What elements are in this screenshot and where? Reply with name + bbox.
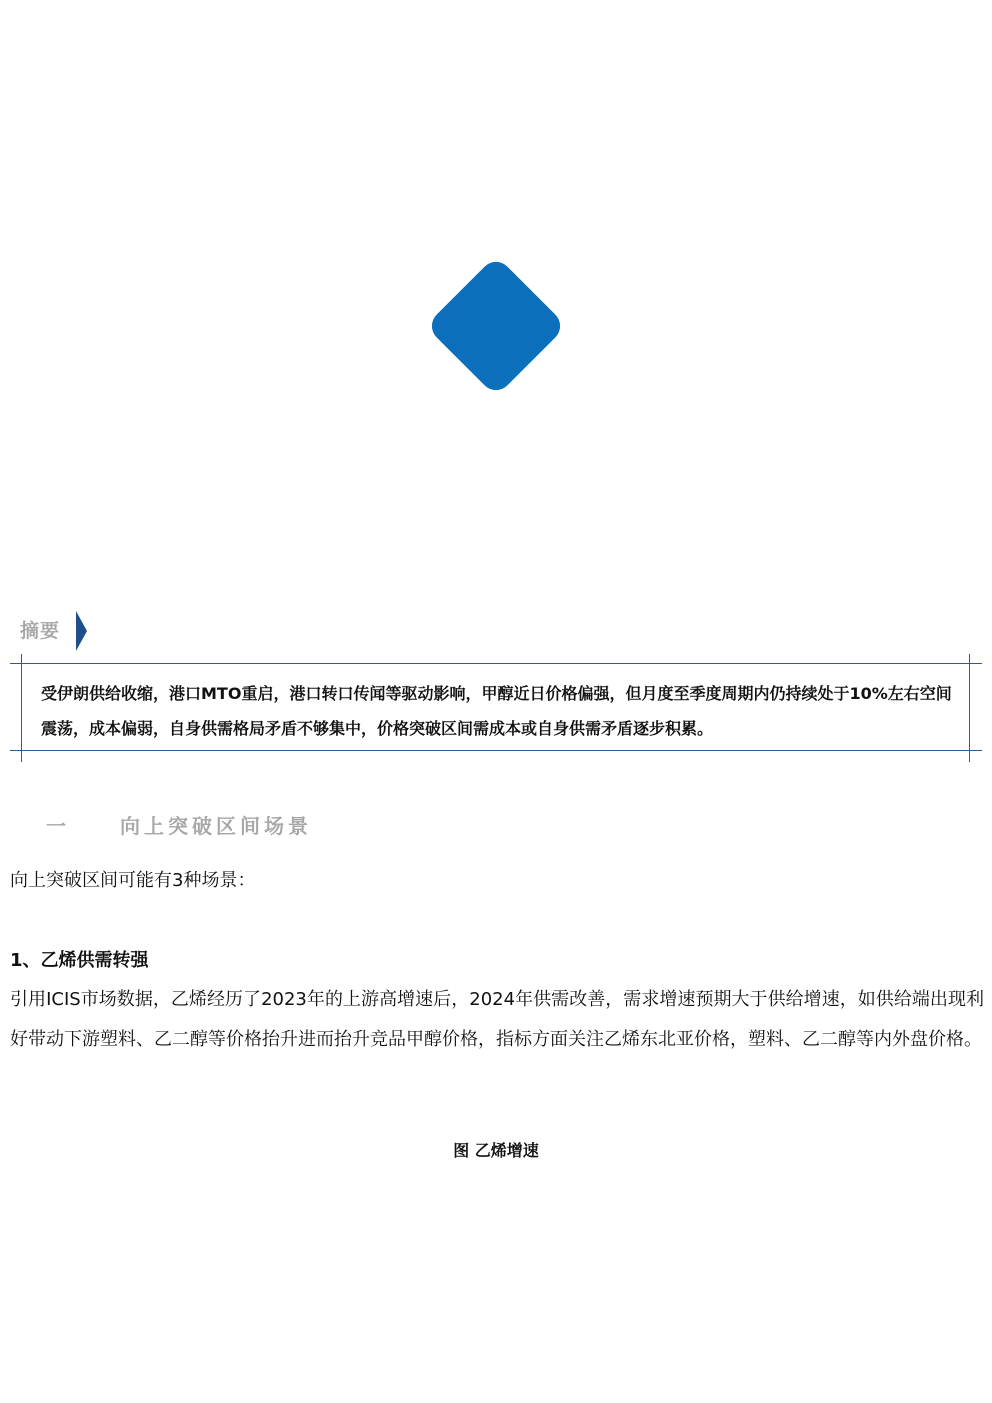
abstract-arrow-icon xyxy=(76,611,87,651)
abstract-text: 受伊朗供给收缩，港口MTO重启，港口转口传闻等驱动影响，甲醇近日价格偏强，但月度至季度周期内仍持续处于10%左右空间震荡，成本偏弱，自身供需格局矛盾不够集中，价格突破区间需成本或自身供需矛盾逐步积累。 xyxy=(41,684,952,738)
section-title: 向上突破区间场景 xyxy=(120,814,312,838)
figure-caption: 图 乙烯增速 xyxy=(453,1141,539,1160)
logo-diamond-icon xyxy=(425,255,566,396)
abstract-right-border xyxy=(969,654,970,762)
section-number: 一 xyxy=(46,814,66,838)
abstract-box xyxy=(0,654,992,762)
subsection-heading: 1、乙烯供需转强 xyxy=(10,950,149,971)
abstract-bottom-border xyxy=(10,750,982,751)
subsection-body: 引用ICIS市场数据，乙烯经历了2023年的上游高增速后，2024年供需改善，需求增速预期大于供给增速，如供给端出现利好带动下游塑料、乙二醇等价格抬升进而抬升竞品甲醇价格，指标方面关注乙烯东北亚价格，塑料、乙二醇等内外盘价格。 xyxy=(10,989,984,1050)
abstract-label: 摘要 xyxy=(20,620,61,642)
abstract-left-border xyxy=(21,654,22,762)
intro-text: 向上突破区间可能有3种场景： xyxy=(10,870,256,891)
abstract-top-border xyxy=(10,663,982,664)
